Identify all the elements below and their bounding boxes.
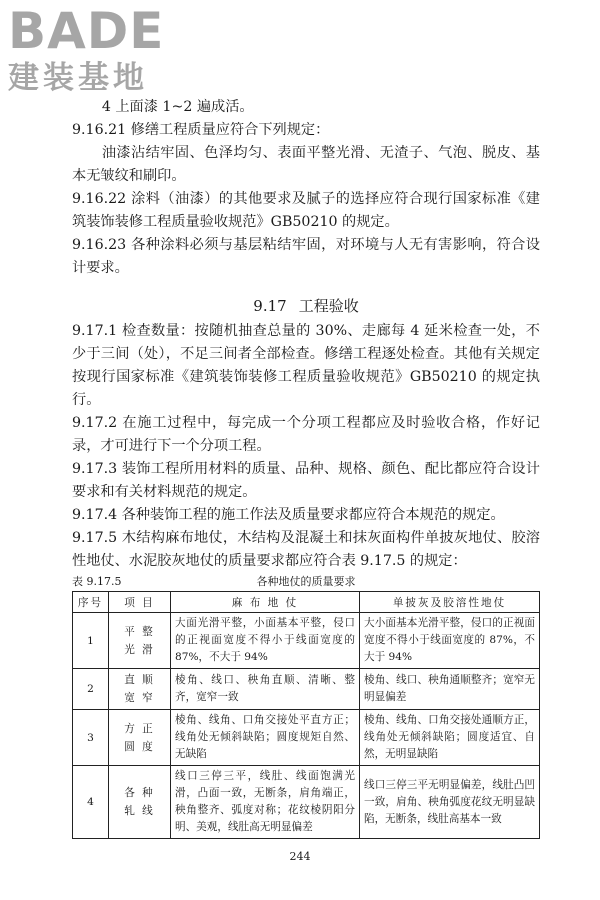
table-row (73, 766, 540, 839)
quality-requirements-table (72, 591, 540, 839)
section-title (72, 294, 540, 318)
header-single-coat: 单披灰及胶溶性地仗 (360, 592, 540, 613)
logo-wordmark: BADE (8, 2, 165, 60)
row-item: 各 种 轧 线 (109, 766, 171, 839)
table-header-row (73, 592, 540, 613)
clause-9-16-22: 9.16.22 涂料（油漆）的其他要求及腻子的选择应符合现行国家标准《建筑装饰装修工程质量验收规范》GB50210 的规定。 (72, 191, 540, 230)
row-single-requirement: 棱角、线口、秧角通顺整齐；宽窄无明显偏差 (360, 669, 540, 710)
row-single-requirement: 棱角、线角、口角交接处通顺方正，线角处无倾斜缺陷；圆度适宜、自然，无明显缺陷 (360, 710, 540, 766)
clause-9-16-21: 9.16.21 修缮工程质量应符合下列规定： (72, 122, 330, 138)
paragraph: 油漆沾结牢固、色泽均匀、表面平整光滑、无渣子、气泡、脱皮、基本无皱纹和刷印。 (72, 145, 540, 184)
row-single-requirement: 大小面基本光滑平整，侵口的正视面宽度不得小于线面宽度的 87%，不大于 94% (360, 613, 540, 669)
clause-9-17-4: 9.17.4 各种装饰工程的施工作法及质量要求都应符合本规范的规定。 (72, 507, 505, 523)
table-label: 表 9.17.5 (72, 575, 122, 588)
row-number: 1 (73, 613, 109, 669)
row-item: 直 顺 宽 窄 (109, 669, 171, 710)
row-linen-requirement: 棱角、线角、口角交接处平直方正；线角处无倾斜缺陷；圆度规矩自然、无缺陷 (171, 710, 360, 766)
row-item: 方 正 圆 度 (109, 710, 171, 766)
section-heading: 工程验收 (298, 297, 359, 315)
page-content (72, 96, 540, 839)
logo-subtitle: 建装基地 (8, 60, 148, 96)
table-title: 各种地仗的质量要求 (256, 575, 356, 588)
row-linen-requirement: 大面光滑平整，小面基本平整，侵口的正视面宽度不得小于线面宽度的 87%，不大于 94% (171, 613, 360, 669)
section-number: 9.17 (253, 297, 287, 315)
table-row (73, 710, 540, 766)
row-number: 4 (73, 766, 109, 839)
paragraph: 4 上面漆 1~2 遍成活。 (101, 99, 254, 115)
clause-9-17-5: 9.17.5 木结构麻布地仗，木结构及混凝土和抹灰面构件单披灰地仗、胶溶性地仗、水泥胶灰地仗的质量要求都应符合表 9.17.5 的规定： (72, 530, 540, 569)
clause-9-16-23: 9.16.23 各种涂料必须与基层粘结牢固，对环境与人无有害影响，符合设计要求。 (72, 237, 540, 276)
page-number: 244 (289, 850, 311, 863)
bade-logo (8, 4, 183, 96)
row-number: 3 (73, 710, 109, 766)
clause-9-17-1: 9.17.1 检查数量：按随机抽查总量的 30%、走廊每 4 延米检查一处，不少于三间（处），不足三间者全部检查。修缮工程逐处检查。其他有关规定按现行国家标准《建筑装饰装修工程质量验收规范》GB50210 的规定执行。 (72, 323, 540, 408)
clause-9-17-3: 9.17.3 装饰工程所用材料的质量、品种、规格、颜色、配比都应符合设计要求和有关材料规范的规定。 (72, 461, 540, 500)
row-linen-requirement: 棱角、线口、秧角直顺、清晰、整齐，宽窄一致 (171, 669, 360, 710)
header-linen-plaster: 麻 布 地 仗 (171, 592, 360, 613)
row-item: 平 整 光 滑 (109, 613, 171, 669)
table-caption (72, 573, 540, 591)
table-row (73, 669, 540, 710)
row-number: 2 (73, 669, 109, 710)
header-item: 项 目 (109, 592, 171, 613)
row-linen-requirement: 线口三停三平，线肚、线面饱满光滑，凸面一致，无断条，肩角端正，秧角整齐、弧度对称；花纹棱阴阳分明、美观，线肚高无明显偏差 (171, 766, 360, 839)
row-single-requirement: 线口三停三平无明显偏差，线肚凸凹一致，肩角、秧角弧度花纹无明显缺陷，无断条，线肚高基本一致 (360, 766, 540, 839)
table-row (73, 613, 540, 669)
header-no: 序号 (73, 592, 109, 613)
clause-9-17-2: 9.17.2 在施工过程中，每完成一个分项工程都应及时验收合格，作好记录，才可进行下一个分项工程。 (72, 415, 540, 454)
